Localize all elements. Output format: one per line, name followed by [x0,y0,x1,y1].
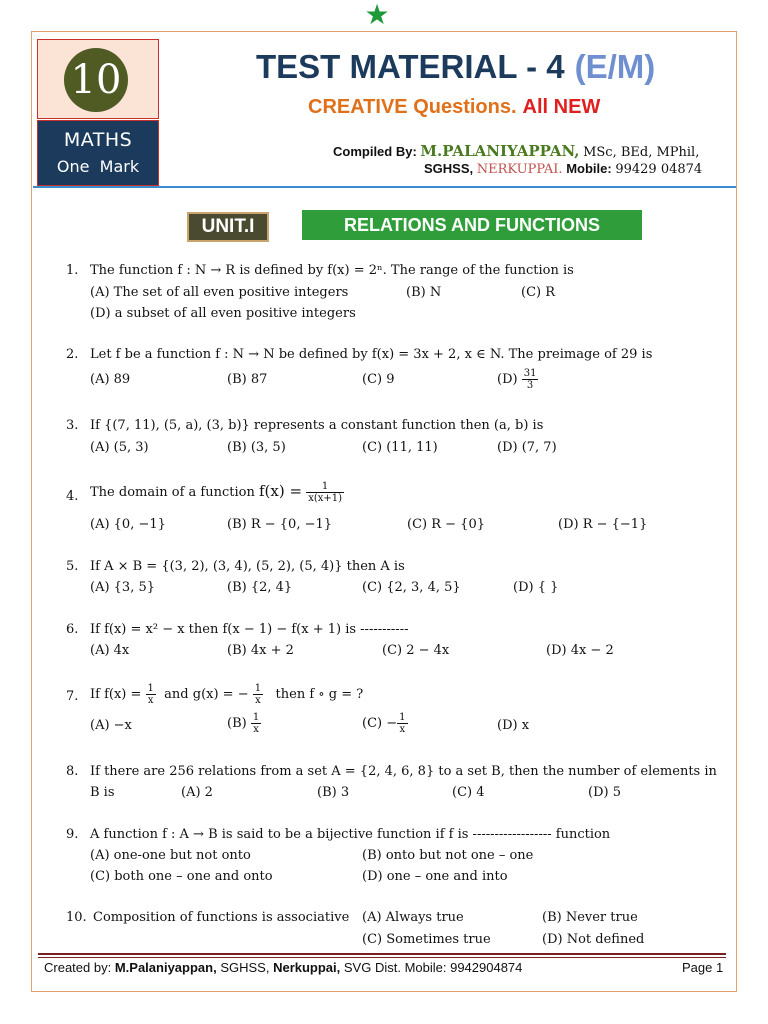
option-a: (A) one-one but not onto [90,848,251,863]
school-line [424,161,702,177]
footer-credit [44,960,522,975]
option-a: (A) The set of all even positive integers [90,285,349,300]
mobile-number: 99429 04874 [615,162,703,177]
star-icon: ★ [364,0,390,31]
subtitle-part2: All NEW [522,96,601,118]
numerator: 1 [147,683,154,694]
option-b: (B) Never true [542,910,638,925]
option-b: (B) 4x + 2 [227,643,294,658]
question-text: A function f : A → B is said to be a bijective function if f is ------------------ function [90,827,611,842]
title-suffix: (E/M) [574,48,656,85]
denominator: x [147,695,154,706]
question-number: 5. [66,559,79,574]
option-d [497,368,538,391]
option-b: (B) 87 [227,372,268,387]
option-b: (B) onto but not one – one [362,848,534,863]
option-c-label: (C) − [362,716,398,731]
option-b [227,712,261,735]
unit-title: RELATIONS AND FUNCTIONS [302,210,642,240]
question-text-part1: If f(x) = [90,687,142,702]
question-type-label: One Mark [56,157,140,176]
fraction [522,368,539,391]
numerator: 1 [252,712,260,723]
option-b-label: (B) [227,716,247,731]
numerator: 1 [306,481,344,493]
option-a: (A) {3, 5} [90,580,156,595]
question-text: Composition of functions is associative [93,910,350,925]
fraction [146,683,156,706]
header-divider [33,186,736,188]
question-number: 9. [66,827,79,842]
fraction [251,712,261,735]
option-a: (A) Always true [362,910,464,925]
page-subtitle [308,96,600,119]
denominator: x(x+1) [308,493,343,504]
question-text [90,481,344,504]
question-number: 3. [66,418,79,433]
option-b: (B) {2, 4} [227,580,293,595]
school-name: SGHSS, [424,161,474,176]
option-c: (C) R [521,285,556,300]
footer-created-label: Created by: [44,960,112,975]
footer-divider-thin [38,957,726,958]
fraction [397,712,407,735]
unit-label: UNIT.I [187,212,269,242]
question-text: If {(7, 11), (5, a), (3, b)} represents a constant function then (a, b) is [90,418,544,433]
footer-school: SGHSS, [220,960,270,975]
question-number: 2. [66,347,79,362]
question-text-part3: then f ∘ g = ? [275,687,364,702]
footer-contact: SVG Dist. Mobile: 9942904874 [343,960,523,975]
option-b: (B) 3 [317,785,350,800]
option-b: (B) R − {0, −1} [227,517,333,532]
qualifications: MSc, BEd, MPhil, [583,145,700,160]
option-c: (C) 4 [452,785,485,800]
option-c: (C) R − {0} [407,517,485,532]
option-c [362,712,408,735]
fraction [253,683,263,706]
question-number: 8. [66,764,79,779]
question-text: The function f : N → R is defined by f(x) = 2ⁿ. The range of the function is [90,263,574,278]
subtitle-part1: CREATIVE Questions. [308,96,517,118]
question-text-line2: B is [90,785,115,800]
footer-divider [38,953,726,955]
subject-badge [37,120,159,186]
option-c: (C) (11, 11) [362,440,438,455]
title-main: TEST MATERIAL - 4 [256,48,565,85]
question-number: 6. [66,622,79,637]
denominator: x [253,724,259,735]
mobile-label: Mobile: [566,161,612,176]
option-c: (C) both one – one and onto [90,869,273,884]
page-title [256,48,655,86]
option-d-label: (D) [497,372,518,387]
option-c: (C) Sometimes true [362,932,491,947]
option-b: (B) N [406,285,442,300]
option-d: (D) 4x − 2 [546,643,614,658]
option-a: (A) 89 [90,372,131,387]
compiler-name: M.PALANIYAPPAN, [420,142,580,160]
question-text-body: The domain of a function [90,485,255,500]
option-b: (B) (3, 5) [227,440,286,455]
question-text: If f(x) = x² − x then f(x − 1) − f(x + 1) is ----------- [90,622,409,637]
option-d: (D) a subset of all even positive integers [90,306,356,321]
option-d: (D) (7, 7) [497,440,557,455]
question-text: If there are 256 relations from a set A = {2, 4, 6, 8} to a set B, then the number of elements in [90,764,717,779]
question-number: 7. [66,689,79,704]
subject-label: MATHS [63,129,133,151]
option-a: (A) 4x [90,643,130,658]
option-d: (D) 5 [588,785,621,800]
compiled-by-line [333,142,699,160]
denominator: x [255,695,261,706]
numerator: 31 [523,368,537,379]
question-text [90,683,363,706]
question-number: 4. [66,489,79,504]
denominator: x [399,724,406,735]
question-text: If A × B = {(3, 2), (3, 4), (5, 2), (5, 4)} then A is [90,559,405,574]
option-c: (C) 2 − 4x [382,643,450,658]
option-a: (A) {0, −1} [90,517,166,532]
option-d: (D) Not defined [542,932,645,947]
grade-badge-circle: 10 [64,48,128,112]
numerator: 1 [399,712,406,723]
page-number: Page 1 [682,960,724,975]
footer-name: M.Palaniyappan, [114,960,217,975]
option-a: (A) (5, 3) [90,440,149,455]
option-c: (C) 9 [362,372,395,387]
question-text-part2: and g(x) = − [164,687,249,702]
option-d: (D) { } [513,580,559,595]
function-formula: f(x) = [258,482,303,500]
question-text: Let f be a function f : N → N be defined by f(x) = 3x + 2, x ∈ N. The preimage of 29 is [90,347,653,362]
option-d: (D) one – one and into [362,869,508,884]
denominator: 3 [526,380,534,391]
place-name: NERKUPPAI. [476,162,563,177]
footer-place: Nerkuppai, [273,960,341,975]
question-number: 1. [66,263,79,278]
option-d: (D) x [497,718,530,733]
question-number: 10. [66,910,87,925]
option-d: (D) R − {−1} [558,517,648,532]
option-a: (A) −x [90,718,132,733]
numerator: 1 [254,683,262,694]
option-a: (A) 2 [181,785,213,800]
option-c: (C) {2, 3, 4, 5} [362,580,461,595]
fraction [306,481,344,504]
compiled-label: Compiled By: [333,144,417,159]
